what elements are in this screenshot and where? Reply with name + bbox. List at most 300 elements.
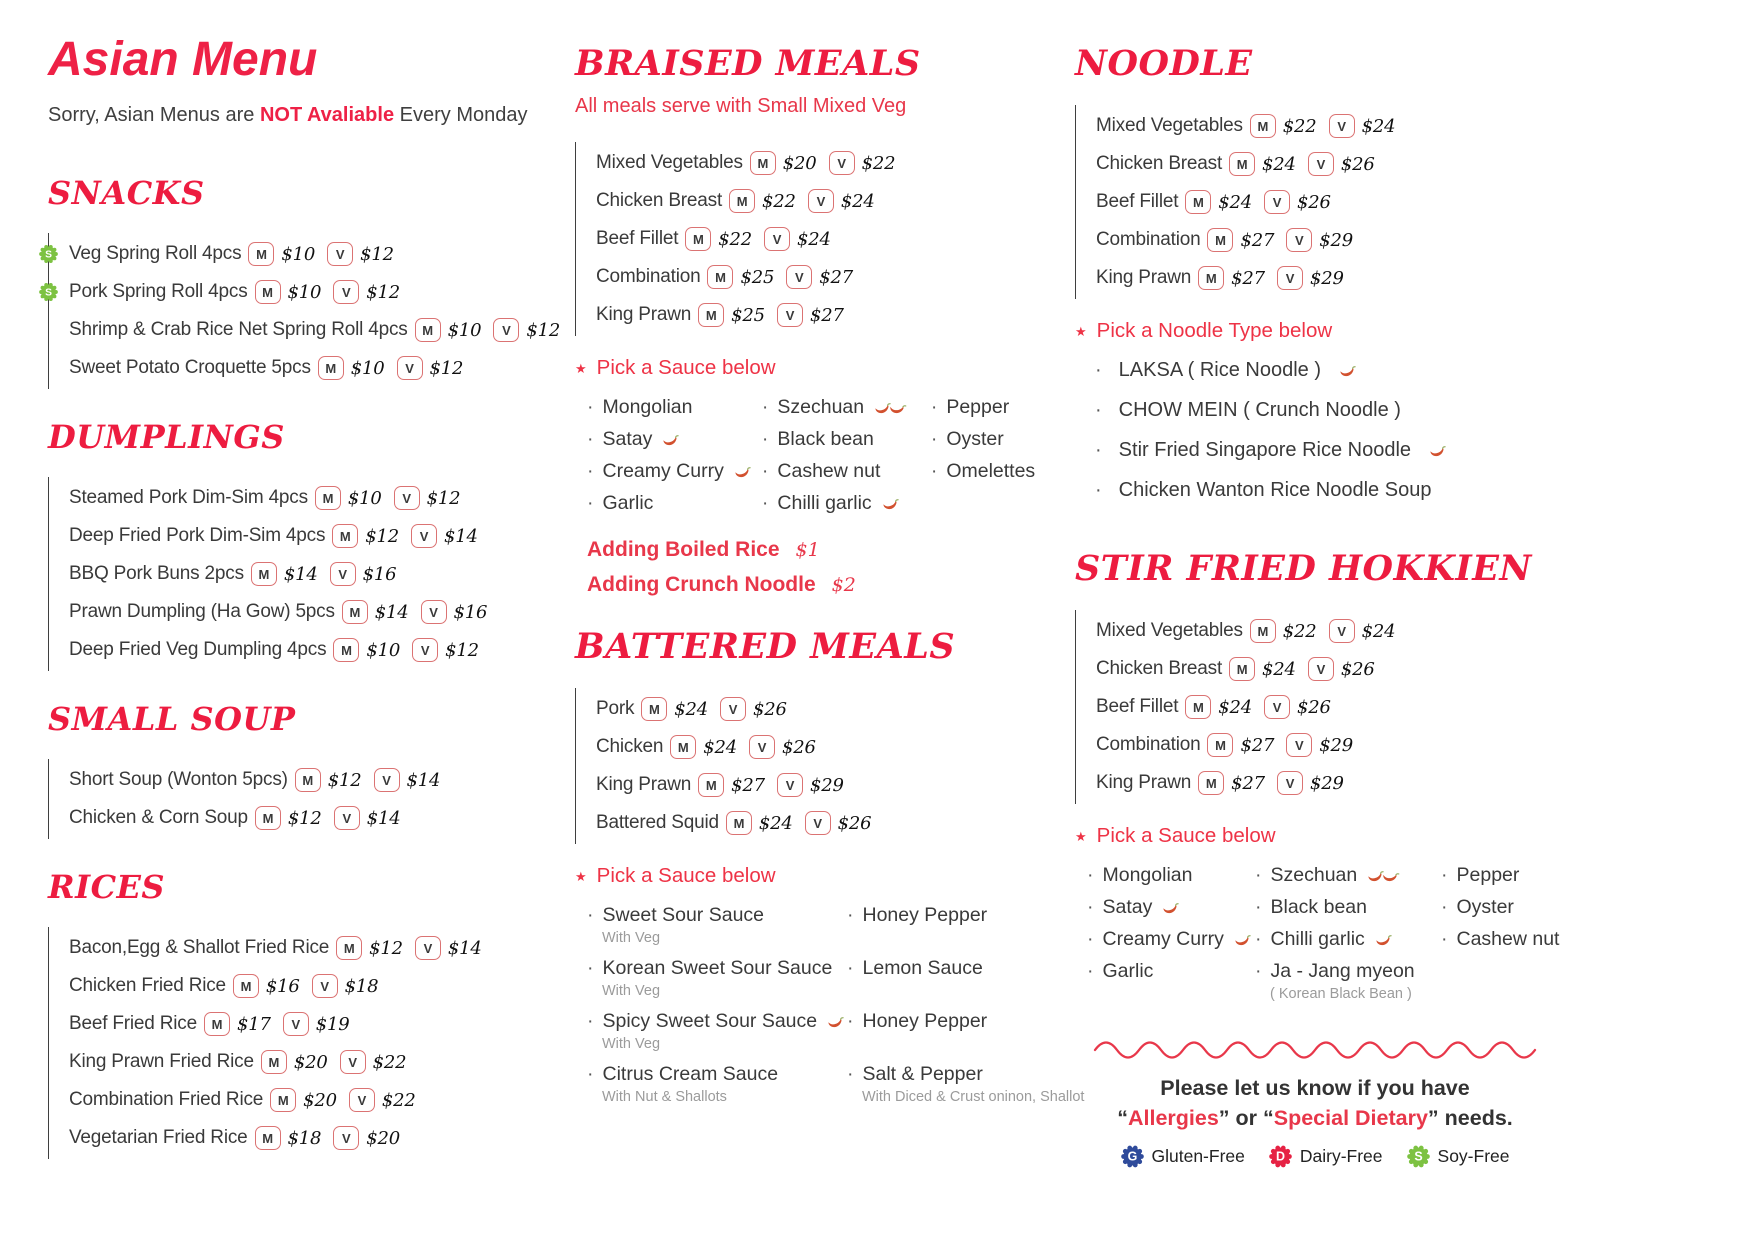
price-m: $27 (1240, 229, 1275, 251)
item-name: Pork (596, 698, 635, 719)
price-m: $24 (703, 736, 738, 758)
option-line (1087, 928, 1245, 951)
price-m: $14 (283, 563, 318, 585)
option-name: Salt & Pepper (862, 1063, 983, 1085)
option-column (1255, 864, 1431, 1011)
size-badge-m: M (270, 1088, 296, 1112)
picker (1075, 319, 1715, 519)
option-name: Garlic (602, 492, 654, 514)
legend-item-gluten-free (1121, 1145, 1245, 1168)
size-badge-v: V (330, 562, 356, 586)
item-name: Chicken (596, 736, 664, 757)
menu-item (596, 144, 1060, 182)
menu-item-list (48, 759, 568, 839)
price-v: $16 (453, 601, 488, 623)
option (1255, 928, 1431, 951)
chili-icon (824, 1011, 845, 1032)
option-line (1087, 399, 1445, 422)
item-name: Steamed Pork Dim-Sim 4pcs (69, 487, 308, 508)
size-badge-m: M (750, 151, 776, 175)
price-v: $26 (1340, 153, 1375, 175)
option-column (1441, 864, 1561, 1011)
bullet-icon: · (761, 428, 769, 450)
menu-item (69, 967, 568, 1005)
size-badge-v: V (349, 1088, 375, 1112)
subtitle-prefix: Sorry, Asian Menus are (48, 104, 260, 126)
bullet-icon: · (1255, 864, 1262, 886)
chili-icon (660, 429, 681, 450)
gluten-free-icon (1121, 1145, 1144, 1168)
chili-icon (731, 461, 752, 482)
chili-icon (1336, 360, 1357, 381)
subtitle-highlight: NOT Avaliable (259, 104, 395, 126)
section-braised-meals (575, 43, 1060, 597)
price-m: $20 (782, 152, 817, 174)
item-name: Shrimp & Crab Rice Net Spring Roll 4pcs (69, 319, 408, 340)
price-m: $10 (366, 639, 401, 661)
menu-item (69, 761, 568, 799)
size-badge-v: V (1264, 190, 1290, 214)
size-badge-v: V (421, 600, 447, 624)
bullet-icon: · (587, 396, 594, 418)
option-line (847, 1063, 1047, 1086)
picker-label-text: Pick a Sauce below (1096, 824, 1276, 847)
menu-item (69, 349, 568, 387)
section-rices (48, 868, 568, 1159)
menu-item-list (45, 233, 568, 389)
price-m: $24 (1218, 696, 1253, 718)
item-name: Mixed Vegetables (1096, 115, 1243, 136)
option-columns (575, 904, 1085, 1116)
size-badge-m: M (1198, 266, 1224, 290)
soy-free-icon (1407, 1145, 1430, 1168)
price-m: $25 (740, 266, 775, 288)
bullet-icon: · (587, 904, 594, 926)
section-note: All meals serve with Small Mixed Veg (575, 95, 907, 117)
item-name: Beef Fillet (1096, 696, 1179, 717)
option (1255, 896, 1431, 919)
legend-item-dairy-free (1269, 1145, 1383, 1168)
option-name: CHOW MEIN ( Crunch Noodle ) (1118, 399, 1401, 421)
menu-item (69, 1005, 568, 1043)
dairy-free-icon (1269, 1145, 1292, 1168)
price-v: $14 (444, 525, 478, 547)
bullet-icon: · (587, 957, 594, 979)
option-columns (1075, 359, 1715, 519)
option (1087, 928, 1245, 951)
section-battered-meals (575, 626, 1085, 1116)
option-line (587, 904, 837, 927)
menu-item (596, 258, 1060, 296)
section-title: BATTERED MEALS (575, 626, 956, 667)
option (1441, 928, 1561, 951)
menu-item (596, 728, 1060, 766)
allergy-notice-line2 (1075, 1103, 1555, 1133)
option (587, 492, 752, 515)
price-m: $10 (281, 243, 316, 265)
size-badge-v: V (1264, 695, 1290, 719)
menu-item (69, 311, 568, 349)
size-badge-m: M (204, 1012, 230, 1036)
extra-item (587, 538, 1060, 562)
item-name: King Prawn (596, 304, 692, 325)
price-v: $26 (782, 736, 816, 758)
bullet-icon: · (847, 1010, 854, 1032)
menu-item (1096, 221, 1715, 259)
column-right (1075, 0, 1715, 1168)
svg-text:G: G (1127, 1149, 1137, 1164)
page-header (48, 33, 568, 127)
quote-open: “ (1117, 1106, 1128, 1131)
size-badge-v: V (1329, 114, 1355, 138)
option-column (931, 396, 1050, 524)
option (587, 1010, 837, 1059)
picker (575, 356, 1060, 524)
option-name: Stir Fried Singapore Rice Noodle (1118, 439, 1412, 461)
price-v: $22 (381, 1089, 416, 1111)
price-v: $24 (1361, 115, 1396, 137)
dairy-free-seal-icon (1269, 1145, 1292, 1168)
option-subtext: With Nut & Shallots (602, 1089, 727, 1105)
menu-item-list (575, 142, 1060, 336)
item-name: King Prawn (1096, 772, 1192, 793)
option-line (847, 904, 1047, 927)
item-name: Chicken Fried Rice (69, 975, 226, 996)
option-line (762, 460, 921, 483)
price-m: $10 (287, 281, 322, 303)
bullet-icon: · (1255, 960, 1262, 982)
size-badge-v: V (777, 303, 803, 327)
size-badge-m: M (251, 562, 277, 586)
dietary-legend (1075, 1145, 1555, 1168)
option (587, 428, 752, 451)
section-snacks (45, 174, 568, 389)
price-m: $12 (287, 807, 322, 829)
menu-item (1096, 726, 1715, 764)
option-line (1087, 864, 1245, 887)
picker-label-text: Pick a Noodle Type below (1096, 319, 1333, 342)
chili-icon (1426, 440, 1447, 461)
menu-item (1096, 145, 1715, 183)
option (931, 396, 1050, 419)
quote-mid: ” or “ (1218, 1106, 1274, 1131)
price-m: $12 (327, 769, 362, 791)
menu-item (1096, 764, 1715, 802)
size-badge-m: M (233, 974, 259, 998)
star-icon: ★ (575, 868, 587, 884)
star-icon: ★ (1075, 828, 1087, 844)
option-name: Honey Pepper (862, 904, 988, 926)
size-badge-v: V (808, 189, 834, 213)
menu-item (69, 555, 568, 593)
section-title: NOODLE (1075, 43, 1253, 84)
price-m: $14 (374, 601, 409, 623)
size-badge-m: M (698, 773, 724, 797)
option (1087, 399, 1445, 422)
size-badge-m: M (342, 600, 368, 624)
extra-label: Adding Boiled Rice (587, 538, 780, 561)
option (1087, 439, 1445, 462)
size-badge-m: M (1198, 771, 1224, 795)
section-dumplings (48, 418, 568, 671)
column-right-sections (1075, 43, 1715, 1011)
extra-item (587, 573, 1060, 597)
soy-free-seal-icon (39, 283, 58, 302)
option-line (587, 1010, 837, 1033)
svg-text:S: S (45, 287, 52, 299)
size-badge-v: V (764, 227, 790, 251)
picker-label (1075, 824, 1715, 848)
item-name: Chicken & Corn Soup (69, 807, 248, 828)
bullet-icon: · (1087, 960, 1094, 982)
menu-item (1096, 183, 1715, 221)
section-title: STIR FRIED HOKKIEN (1075, 548, 1532, 589)
svg-text:D: D (1275, 1149, 1285, 1164)
item-name: Chicken Breast (1096, 658, 1223, 679)
bullet-icon: · (1095, 439, 1102, 461)
option (847, 1010, 1047, 1059)
size-badge-v: V (1286, 228, 1312, 252)
item-name: Sweet Potato Croquette 5pcs (69, 357, 311, 378)
option-name: Chilli garlic (1270, 928, 1365, 950)
option-name: Korean Sweet Sour Sauce (602, 957, 833, 979)
size-badge-v: V (327, 242, 353, 266)
picker-label (575, 864, 1060, 888)
option-name: Black bean (777, 428, 874, 450)
option (847, 1063, 1085, 1112)
price-m: $24 (1218, 191, 1253, 213)
allergies-word: Allergies (1127, 1106, 1219, 1131)
legend-label: Soy-Free (1437, 1146, 1510, 1167)
size-badge-v: V (1329, 619, 1355, 643)
option-name: Omelettes (946, 460, 1036, 482)
bullet-icon: · (847, 904, 854, 926)
item-name: Pork Spring Roll 4pcs (69, 281, 248, 302)
option-subtext: With Veg (602, 930, 661, 946)
size-badge-v: V (415, 936, 441, 960)
size-badge-v: V (411, 524, 437, 548)
size-badge-v: V (283, 1012, 309, 1036)
option-line (587, 396, 752, 419)
size-badge-m: M (1185, 695, 1211, 719)
picker-label-text: Pick a Sauce below (596, 356, 776, 379)
price-v: $14 (366, 807, 401, 829)
item-name: Chicken Breast (596, 190, 723, 211)
price-v: $26 (837, 812, 872, 834)
option (1087, 359, 1445, 382)
price-v: $29 (1309, 267, 1344, 289)
picker-label (575, 356, 1060, 380)
option-name: Sweet Sour Sauce (602, 904, 765, 926)
extra-price: $1 (795, 539, 820, 561)
option (587, 396, 752, 419)
item-name: Short Soup (Wonton 5pcs) (69, 769, 288, 790)
option (847, 904, 1047, 953)
price-m: $10 (347, 487, 382, 509)
option (1255, 960, 1431, 1002)
price-m: $16 (265, 975, 300, 997)
chili-icon (885, 396, 908, 419)
option (847, 957, 1047, 1006)
option (1087, 896, 1245, 919)
option (1441, 896, 1561, 919)
size-badge-v: V (777, 773, 803, 797)
price-v: $24 (1361, 620, 1396, 642)
bullet-icon: · (761, 460, 769, 482)
legend-label: Gluten-Free (1151, 1146, 1245, 1167)
picker-label-text: Pick a Sauce below (596, 864, 776, 887)
price-v: $12 (445, 639, 479, 661)
bullet-icon: · (1255, 896, 1262, 918)
soy-free-icon (39, 283, 58, 302)
price-m: $12 (369, 937, 403, 959)
item-name: King Prawn (1096, 267, 1192, 288)
price-v: $19 (315, 1013, 350, 1035)
column-middle (575, 0, 1085, 1116)
bullet-icon: · (1441, 896, 1448, 918)
menu-item (1096, 259, 1715, 297)
option-name: Oyster (1456, 896, 1514, 918)
menu-item (45, 235, 568, 273)
svg-text:S: S (1413, 1149, 1423, 1164)
quote-end: ” needs. (1427, 1106, 1513, 1131)
item-name: Beef Fillet (1096, 191, 1179, 212)
menu-item (69, 1043, 568, 1081)
size-badge-v: V (412, 638, 438, 662)
item-name: Bacon,Egg & Shallot Fried Rice (69, 937, 330, 958)
menu-item (596, 766, 1060, 804)
option (1255, 864, 1431, 887)
size-badge-m: M (685, 227, 711, 251)
option (1441, 864, 1561, 887)
option-line (847, 1010, 1047, 1033)
option-name: Citrus Cream Sauce (602, 1063, 779, 1085)
item-name: Beef Fried Rice (69, 1013, 197, 1034)
menu-item (1096, 612, 1715, 650)
option-name: Oyster (946, 428, 1004, 450)
menu-item (69, 517, 568, 555)
soy-free-seal-icon (1407, 1145, 1430, 1168)
option-subtext: With Veg (602, 983, 661, 999)
size-badge-m: M (1250, 619, 1276, 643)
special-dietary-word: Special Dietary (1273, 1106, 1428, 1131)
option-line (587, 1063, 837, 1086)
price-v: $20 (366, 1127, 401, 1149)
option (762, 396, 921, 419)
price-m: $20 (293, 1051, 328, 1073)
size-badge-m: M (318, 356, 344, 380)
bullet-icon: · (930, 428, 938, 450)
column-left (45, 0, 568, 1159)
size-badge-v: V (1308, 657, 1334, 681)
menu-item-list (1075, 610, 1715, 804)
bullet-icon: · (1087, 896, 1094, 918)
menu-item (69, 631, 568, 669)
option-line (587, 428, 752, 451)
option-subtext: With Diced & Crust oninon, Shallot (862, 1089, 1085, 1105)
option-name: Pepper (946, 396, 1010, 418)
option-line (762, 492, 921, 515)
option-column (587, 396, 752, 524)
option-line (762, 396, 921, 419)
option (1087, 960, 1245, 983)
option-line (587, 460, 752, 483)
size-badge-m: M (332, 524, 358, 548)
footer (1075, 1031, 1555, 1168)
item-name: Combination (596, 266, 701, 287)
size-badge-m: M (1250, 114, 1276, 138)
price-m: $24 (758, 812, 793, 834)
section-title: SMALL SOUP (48, 700, 296, 738)
menu-item-list (1075, 105, 1715, 299)
item-name: Deep Fried Veg Dumpling 4pcs (69, 639, 327, 660)
star-icon: ★ (575, 360, 587, 376)
bullet-icon: · (587, 492, 594, 514)
bullet-icon: · (1087, 864, 1094, 886)
extra-label: Adding Crunch Noodle (587, 573, 816, 596)
bullet-icon: · (930, 460, 938, 482)
option-column (847, 904, 1085, 1116)
legend-label: Dairy-Free (1299, 1146, 1383, 1167)
price-m: $24 (1262, 658, 1296, 680)
size-badge-m: M (641, 697, 667, 721)
option-line (1441, 864, 1561, 887)
price-m: $27 (1231, 267, 1265, 289)
option (931, 460, 1050, 483)
option (762, 428, 921, 451)
soy-free-seal-icon (39, 245, 58, 264)
price-m: $12 (365, 525, 400, 547)
option-columns (575, 396, 1060, 524)
price-v: $22 (861, 152, 896, 174)
price-m: $10 (447, 319, 482, 341)
option-name: Szechuan (777, 396, 865, 418)
size-badge-v: V (1277, 771, 1303, 795)
option-line (847, 957, 1047, 980)
price-m: $22 (762, 190, 796, 212)
option-name: Lemon Sauce (862, 957, 983, 979)
size-badge-v: V (333, 280, 359, 304)
option (931, 428, 1050, 451)
menu-item (69, 929, 568, 967)
price-m: $20 (303, 1089, 337, 1111)
menu-item-list (48, 477, 568, 671)
price-v: $14 (447, 937, 482, 959)
price-v: $27 (809, 304, 844, 326)
bullet-icon: · (930, 396, 938, 418)
size-badge-m: M (248, 242, 274, 266)
option-name: Mongolian (1102, 864, 1193, 886)
chili-icon (1231, 929, 1252, 950)
bullet-icon: · (1095, 359, 1102, 381)
menu-item (69, 1119, 568, 1157)
option-name: Black bean (1270, 896, 1367, 918)
size-badge-m: M (1207, 733, 1233, 757)
star-icon: ★ (1075, 323, 1087, 339)
wavy-divider-icon (1093, 1031, 1537, 1061)
size-badge-m: M (261, 1050, 287, 1074)
price-v: $22 (372, 1051, 407, 1073)
bullet-icon: · (587, 428, 594, 450)
section-small-soup (48, 700, 568, 839)
price-v: $26 (1297, 191, 1331, 213)
size-badge-v: V (1308, 152, 1334, 176)
option-line (587, 957, 837, 980)
item-name: Combination Fried Rice (69, 1089, 264, 1110)
price-v: $12 (426, 487, 461, 509)
subtitle-suffix: Every Monday (394, 104, 528, 126)
section-title: DUMPLINGS (48, 418, 285, 456)
